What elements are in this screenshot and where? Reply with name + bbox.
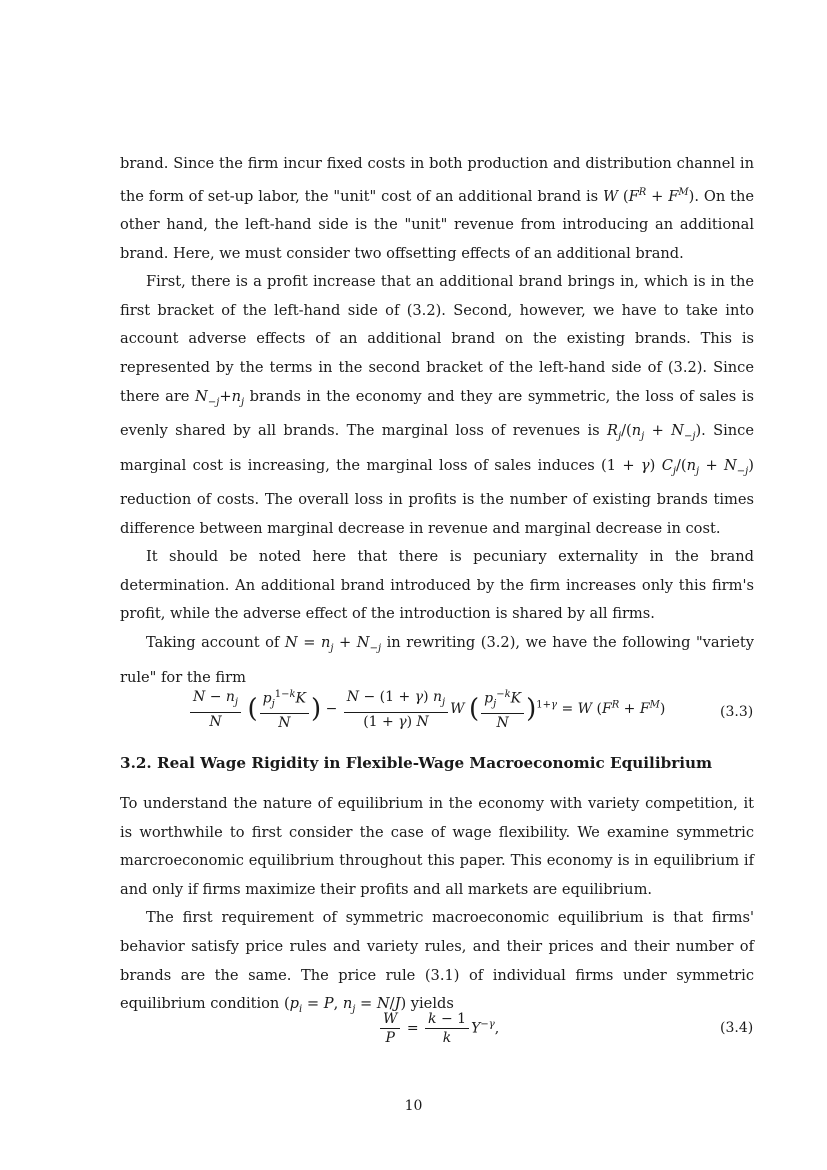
- paragraph-4: Taking account of $N = n_j + N_{-j}$ in rewriting (3.2), we have the following "variety rule" for the firm: [120, 634, 754, 686]
- equation-3-4: $\frac{W}{P}$ = $\frac{k - 1}{k}$ $Y^{-\gamma}$,: [378, 1010, 499, 1047]
- equation-3-4-number: (3.4): [720, 1020, 754, 1036]
- paragraph-6: The first requirement of symmetric macroeconomic equilibrium is that firms' behavior satisfy price rules and variety rules, and their prices and their number of brands are the same. The price rule (3.1) of individual firms under symmetric equilibrium condition ($p_i = P$, $n_j = N/J$) yields: [120, 909, 754, 1016]
- equation-3-3-number: (3.3): [720, 704, 754, 720]
- paragraph-2: First, there is a profit increase that an additional brand brings in, which is in the first bracket of the left-hand side of (3.2). Second, however, we have to take into account adverse effects of an additional brand on the existing brands. This is represented by the terms in the second bracket of the left-hand side of (3.2). Since there are $N_{-j}+n_j$ brands in the economy and they are symmetric, the loss of sales is evenly shared by all brands. The marginal loss of revenues is $R_j/(n_j + N_{-j})$. Since marginal cost is increasing, the marginal loss of sales induces (1 + γ) $C_j/(n_j + N_{-j})$ reduction of costs. The overall loss in profits is the number of existing brands times difference between marginal decrease in revenue and marginal decrease in cost.: [120, 273, 754, 537]
- equation-3-3: $\frac{N - n_j}{N}$ ( $\frac{p_j^{1-k}K}{N}$ ) − $\frac{N - (1 + \gamma) n_j}{(1 + \gamma) N}$ W ( $\frac{p_j^{-k}K}{N}$ )$^{1+\gamma}$ = W $(F^R + F^M)$: [188, 686, 665, 732]
- paragraph-5: To understand the nature of equilibrium in the economy with variety competition, it is worthwhile to first consider the case of wage flexibility. We examine symmetric marcroeconomic equilibrium throughout this paper. This economy is in equilibrium if and only if firms maximize their profits and all markets are equilibrium.: [120, 795, 754, 898]
- paragraph-1: brand. Since the firm incur fixed costs in both production and distribution channel in the form of set-up labor, the "unit" cost of an additional brand is W $(F^R + F^M)$. On the other hand, the left-hand side is the "unit" revenue from introducing an additional brand. Here, we must consider two offsetting effects of an additional brand.: [120, 155, 754, 262]
- paragraph-3: It should be noted here that there is pecuniary externality in the brand determination. An additional brand introduced by the firm increases only this firm's profit, while the adverse effect of the introduction is shared by all firms.: [120, 548, 754, 623]
- section-title: 3.2. Real Wage Rigidity in Flexible-Wage Macroeconomic Equilibrium: [120, 754, 713, 772]
- page-number: 10: [404, 1098, 423, 1114]
- body-text-bottom: [120, 790, 754, 1025]
- body-text-top: [120, 150, 754, 692]
